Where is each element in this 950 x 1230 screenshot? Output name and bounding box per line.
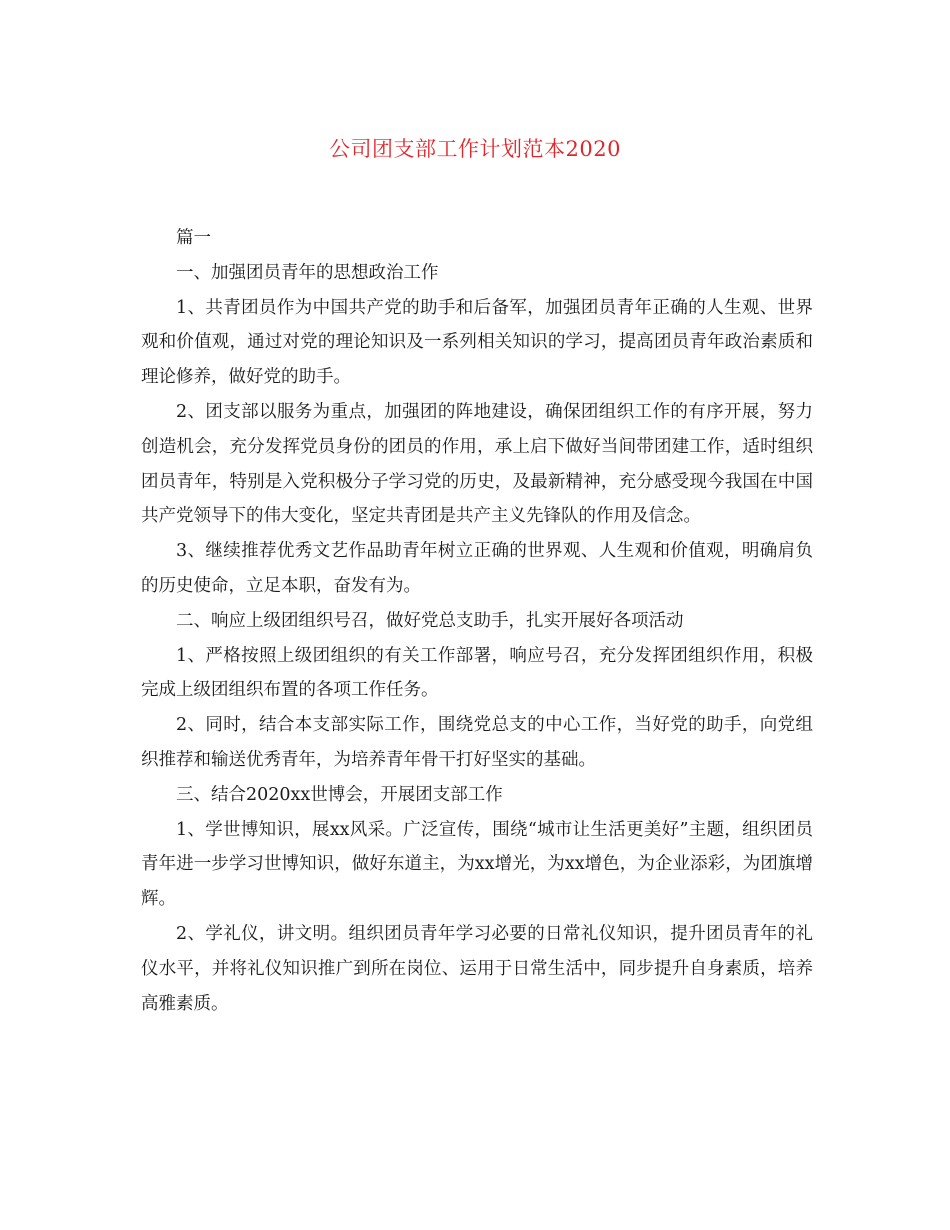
- paragraph: 2、团支部以服务为重点，加强团的阵地建设，确保团组织工作的有序开展，努力创造机会，充分发挥党员身份的团员的作用，承上启下做好当间带团建工作，适时组织团员青年，特别是入党积极分子学习党的历史，及最新精神，充分感受现今我国在中国共产党领导下的伟大变化，坚定共青团是共产主义先锋队的作用及信念。: [141, 401, 813, 527]
- heading-2: 二、响应上级团组织号召，做好党总支助手，扎实开展好各项活动: [176, 610, 684, 631]
- paragraph: 2、同时，结合本支部实际工作，围绕党总支的中心工作，当好党的助手，向党组织推荐和输送优秀青年，为培养青年骨干打好坚实的基础。: [141, 715, 813, 770]
- section-label: 篇一: [176, 228, 211, 248]
- paragraph: 1、共青团员作为中国共产党的助手和后备军，加强团员青年正确的人生观、世界观和价值观，通过对党的理论知识及一系列相关知识的学习，提高团员青年政治素质和理论修养，做好党的助手。: [141, 297, 813, 388]
- paragraph: 1、学世博知识，展xx风采。广泛宣传，围绕“城市让生活更美好”主题，组织团员青年进一步学习世博知识，做好东道主，为xx增光，为xx增色，为企业添彩，为团旗增辉。: [141, 819, 813, 910]
- paragraph: 3、继续推荐优秀文艺作品助青年树立正确的世界观、人生观和价值观，明确肩负的历史使命，立足本职，奋发有为。: [141, 541, 813, 596]
- document-title: 公司团支部工作计划范本2020: [329, 137, 621, 161]
- document-body: [141, 221, 813, 1021]
- heading-3: 三、结合2020xx世博会，开展团支部工作: [176, 784, 503, 805]
- paragraph: 1、严格按照上级团组织的有关工作部署，响应号召，充分发挥团组织作用，积极完成上级团组织布置的各项工作任务。: [141, 645, 813, 701]
- paragraph: 2、学礼仪，讲文明。组织团员青年学习必要的日常礼仪知识，提升团员青年的礼仪水平，并将礼仪知识推广到所在岗位、运用于日常生活中，同步提升自身素质，培养高雅素质。: [141, 923, 813, 1014]
- heading-1: 一、加强团员青年的思想政治工作: [176, 262, 439, 283]
